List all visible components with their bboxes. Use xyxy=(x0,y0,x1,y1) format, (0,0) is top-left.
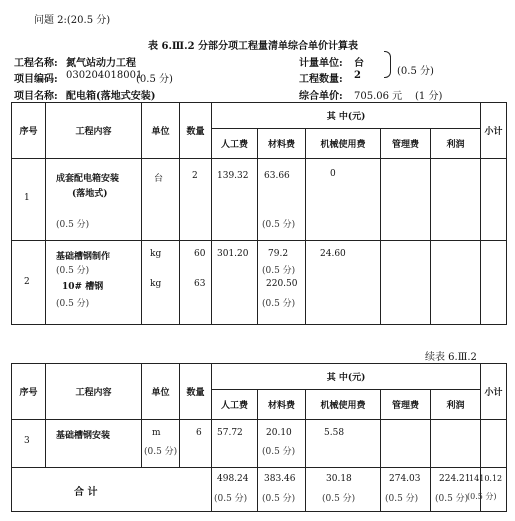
header-seq: 序号 xyxy=(12,103,46,159)
item-code-value: 030204018001 xyxy=(66,70,143,81)
item-code-label: 项目编码: xyxy=(14,74,58,85)
table-row-3 xyxy=(12,420,507,468)
header-machine: 机械使用费 xyxy=(306,390,381,420)
row1-qty: 2 xyxy=(192,171,198,181)
continued-title: 续表 6.Ⅲ.2 xyxy=(425,352,477,363)
row2-qty2: 63 xyxy=(194,279,206,289)
header-content: 工程内容 xyxy=(46,103,142,159)
item-name-value: 配电箱(落地式安装) xyxy=(66,91,156,102)
row2-machine: 24.60 xyxy=(320,249,346,259)
total-labor-score: (0.5 分) xyxy=(214,494,248,504)
header-management: 管理费 xyxy=(381,390,431,420)
row2-material1: 79.2 xyxy=(268,249,289,259)
table-title: 表 6.Ⅲ.2 分部分项工程量清单综合单价计算表 xyxy=(148,41,359,52)
header-unit: 单位 xyxy=(142,103,180,159)
table-row-total xyxy=(12,468,507,512)
row3-seq: 3 xyxy=(24,436,30,446)
row2-seq: 2 xyxy=(24,277,30,287)
row3-material: 20.10 xyxy=(266,428,292,438)
unit-price-label: 综合单价: xyxy=(299,91,343,102)
header-group: 其 中(元) xyxy=(212,364,481,390)
row3-unit: m xyxy=(152,428,161,438)
header-qty: 数量 xyxy=(180,364,212,420)
quantity-label: 工程数量: xyxy=(299,74,343,85)
total-label: 合 计 xyxy=(74,487,98,498)
header-subtotal: 小计 xyxy=(481,103,507,159)
total-subtotal: 1410.12 xyxy=(469,474,503,483)
table-row-2 xyxy=(12,241,507,325)
total-machine: 30.18 xyxy=(326,474,352,484)
unit-price-score: (1 分) xyxy=(415,91,443,102)
total-labor: 498.24 xyxy=(217,474,249,484)
row3-qty: 6 xyxy=(196,428,202,438)
unit-price-value: 705.06 元 xyxy=(354,91,403,102)
row2-qty1: 60 xyxy=(194,249,206,259)
header-material: 材料费 xyxy=(258,390,306,420)
row1-material: 63.66 xyxy=(264,171,290,181)
row3-material-score: (0.5 分) xyxy=(262,447,296,457)
row1-material-score: (0.5 分) xyxy=(262,220,296,230)
row2-line1: 基础槽钢制作 xyxy=(56,252,111,262)
row1-unit: 台 xyxy=(154,174,164,184)
unit-label: 计量单位: xyxy=(299,58,343,69)
row1-labor: 139.32 xyxy=(217,171,249,181)
row2-material1-score: (0.5 分) xyxy=(262,266,296,276)
row2-material2-score: (0.5 分) xyxy=(262,299,296,309)
header-machine: 机械使用费 xyxy=(306,129,381,159)
row2-unit1: kg xyxy=(150,249,162,259)
header-qty: 数量 xyxy=(180,103,212,159)
total-subtotal-score: (0.5 分) xyxy=(467,492,497,501)
row1-score: (0.5 分) xyxy=(56,220,90,230)
header-unit: 单位 xyxy=(142,364,180,420)
table-row-1 xyxy=(12,159,507,241)
header-management: 管理费 xyxy=(381,129,431,159)
header-seq: 序号 xyxy=(12,364,46,420)
row2-line1-score: (0.5 分) xyxy=(56,266,90,276)
total-material: 383.46 xyxy=(264,474,296,484)
row3-content: 基础槽钢安装 xyxy=(56,431,111,441)
row2-line2: 10# 槽钢 xyxy=(62,282,104,292)
header-material: 材料费 xyxy=(258,129,306,159)
quantity-value: 2 xyxy=(354,70,361,81)
brace-score: (0.5 分) xyxy=(397,66,434,77)
row2-material2: 220.50 xyxy=(266,279,298,289)
row2-labor: 301.20 xyxy=(217,249,249,259)
item-code-score: (0.5 分) xyxy=(136,74,173,85)
total-management-score: (0.5 分) xyxy=(385,494,419,504)
calc-table-1 xyxy=(11,102,507,325)
header-subtotal: 小计 xyxy=(481,364,507,420)
question-label: 问题 2:(20.5 分) xyxy=(34,15,111,26)
total-profit: 224.21 xyxy=(439,474,471,484)
total-material-score: (0.5 分) xyxy=(262,494,296,504)
header-group: 其 中(元) xyxy=(212,103,481,129)
project-name-label: 工程名称: xyxy=(14,58,58,69)
row3-score: (0.5 分) xyxy=(144,447,178,457)
header-profit: 利润 xyxy=(431,390,481,420)
header-labor: 人工费 xyxy=(212,129,258,159)
score-brace xyxy=(384,51,391,78)
calc-table-2 xyxy=(11,363,507,512)
row1-content2: (落地式) xyxy=(72,189,108,199)
row1-machine: 0 xyxy=(330,169,336,179)
item-name-label: 项目名称: xyxy=(14,91,58,102)
row3-labor: 57.72 xyxy=(217,428,243,438)
unit-value: 台 xyxy=(354,58,364,69)
header-labor: 人工费 xyxy=(212,390,258,420)
project-name-value: 氮气站动力工程 xyxy=(66,58,136,69)
total-management: 274.03 xyxy=(389,474,421,484)
row2-line2-score: (0.5 分) xyxy=(56,299,90,309)
row3-machine: 5.58 xyxy=(324,428,345,438)
row1-content: 成套配电箱安装 xyxy=(56,174,120,184)
total-profit-score: (0.5 分) xyxy=(435,494,469,504)
header-profit: 利润 xyxy=(431,129,481,159)
header-content: 工程内容 xyxy=(46,364,142,420)
total-machine-score: (0.5 分) xyxy=(322,494,356,504)
row2-unit2: kg xyxy=(150,279,162,289)
row1-seq: 1 xyxy=(24,193,30,203)
